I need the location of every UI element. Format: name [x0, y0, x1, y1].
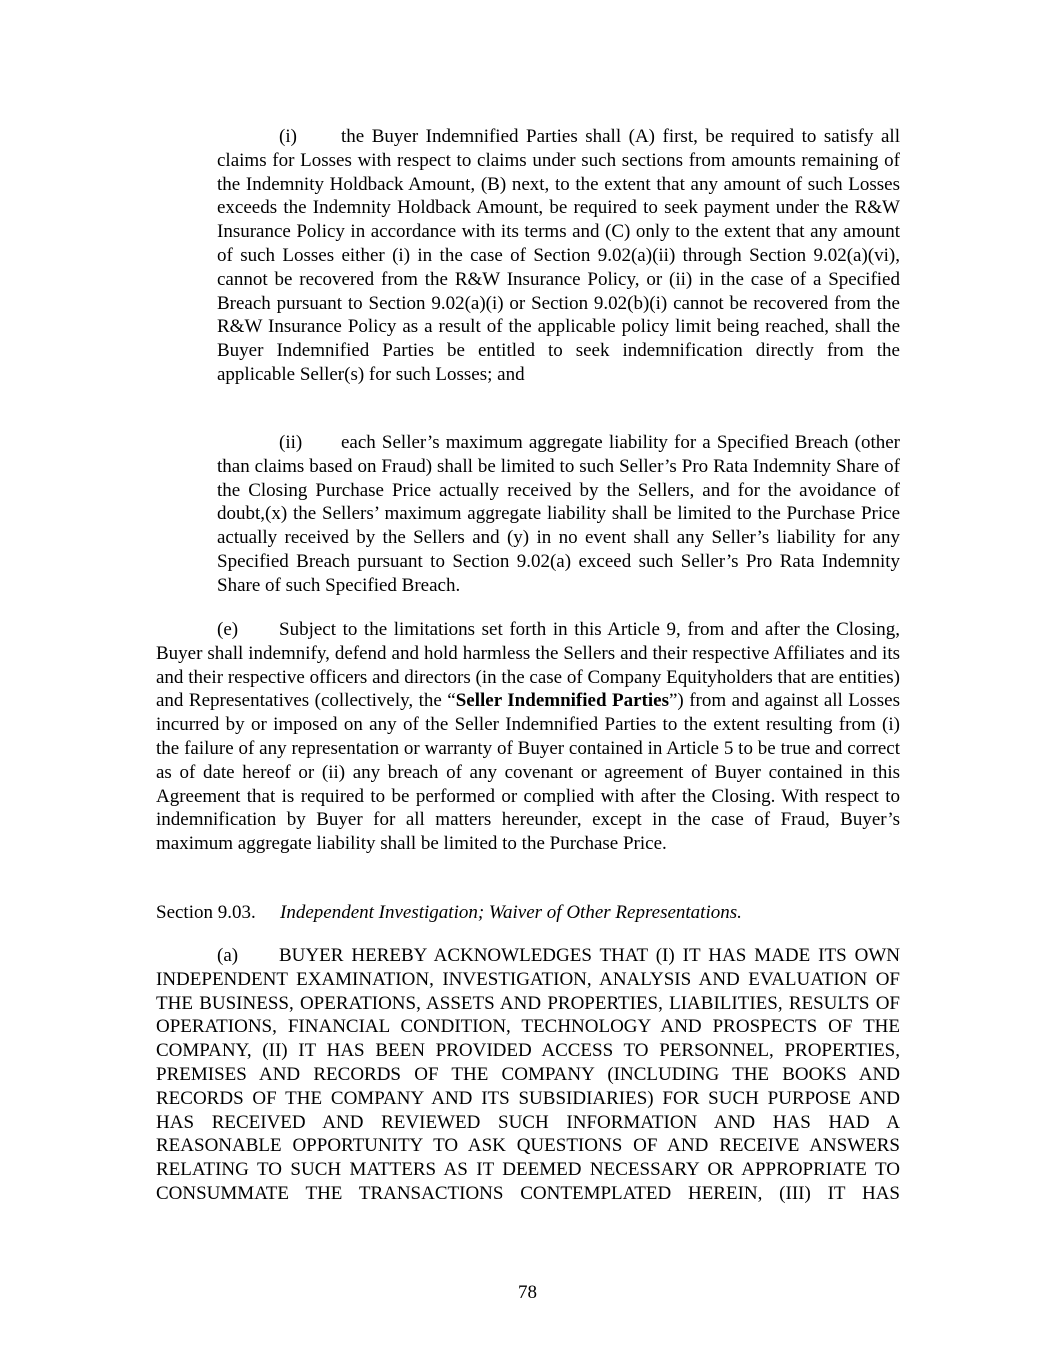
paragraph-e [156, 618, 900, 856]
paragraph-a-label: (a) [217, 945, 239, 966]
paragraph-a [156, 944, 900, 1206]
paragraph-e-label: (e) [217, 619, 239, 640]
section-heading [156, 901, 742, 925]
paragraph-ii-text: each Seller’s maximum aggregate liability for a Specified Breach (other than claims based on Fraud) shall be limited to such Seller’s Pro Rata Indemnity Share of the Closing Purchase Price actually received by the Sellers, and for the avoidance of doubt,(x) the Sellers’ maximum aggregate liability shall be limited to the Purchase Price actually received by the Sellers and (y) in no event shall any Seller’s liability for any Specified Breach pursuant to Section 9.02(a) exceed such Seller’s Pro Rata Indemnity Share of such Specified Breach. [217, 432, 900, 596]
paragraph-e-text-after: ”) from and against all Losses incurred by or imposed on any of the Seller Indemnified Parties to the extent resulting from (i) the failure of any representation or warranty of Buyer contained in Article 5 to be true and correct as of date hereof or (ii) any breach of any covenant or agreement of Buyer contained in this Agreement that is required to be performed or complied with after the Closing. With respect to indemnification by Buyer for all matters hereunder, except in the case of Fraud, Buyer’s maximum aggregate liability shall be limited to the Purchase Price. [156, 690, 901, 855]
paragraph-ii [217, 431, 900, 598]
paragraph-a-text: BUYER HEREBY ACKNOWLEDGES THAT (I) IT HAS MADE ITS OWN INDEPENDENT EXAMINATION, INVESTIGATION, ANALYSIS AND EVALUATION OF THE BUSINESS, OPERATIONS, ASSETS AND PROPERTIES, LIABILITIES, RESULTS OF OPERATIONS, FINANCIAL CONDITION, TECHNOLOGY AND PROSPECTS OF THE COMPANY, (II) IT HAS BEEN PROVIDED ACCESS TO PERSONNEL, PROPERTIES, PREMISES AND RECORDS OF THE COMPANY (INCLUDING THE BOOKS AND RECORDS OF THE COMPANY AND ITS SUBSIDIARIES) FOR SUCH PURPOSE AND HAS RECEIVED AND REVIEWED SUCH INFORMATION AND HAS HAD A REASONABLE OPPORTUNITY TO ASK QUESTIONS OF AND RECEIVE ANSWERS RELATING TO SUCH MATTERS AS IT DEEMED NECESSARY OR APPROPRIATE TO CONSUMMATE THE TRANSACTIONS CONTEMPLATED HEREIN, (III) IT HAS [156, 945, 900, 1204]
defined-term-seller-indemnified-parties: Seller Indemnified Parties [455, 690, 669, 712]
paragraph-i-text: the Buyer Indemnified Parties shall (A) first, be required to satisfy all claims for Losses with respect to claims under such sections from amounts remaining of the Indemnity Holdback Amount, (B) next, to the extent that any amount of such Losses exceeds the Indemnity Holdback Amount, be required to seek payment under the R&W Insurance Policy in accordance with its terms and (C) only to the extent that any amount of such Losses either (i) in the case of Section 9.02(a)(ii) through Section 9.02(a)(vi), cannot be recovered from the R&W Insurance Policy, or (ii) in the case of a Specified Breach pursuant to Section 9.02(a)(i) or Section 9.02(b)(i) cannot be recovered from the R&W Insurance Policy as a result of the applicable policy limit being reached, shall the Buyer Indemnified Parties be entitled to seek indemnification directly from the applicable Seller(s) for such Losses; and [217, 126, 900, 385]
section-number: Section 9.03. [156, 902, 256, 923]
paragraph-i-label: (i) [279, 126, 297, 147]
paragraph-e-text-before: Subject to the limitations set forth in this Article 9, from and after the Closing, Buyer shall indemnify, defend and hold harmless the Sellers and their respective Affiliates and its and their respective officers and directors (in the case of Company Equityholders that are entities) and Representatives (collectively, the “ [156, 619, 900, 712]
page-number: 78 [518, 1282, 537, 1303]
section-title: Independent Investigation; Waiver of Other Representations. [280, 902, 742, 923]
paragraph-i [217, 125, 900, 387]
paragraph-ii-label: (ii) [279, 432, 303, 453]
